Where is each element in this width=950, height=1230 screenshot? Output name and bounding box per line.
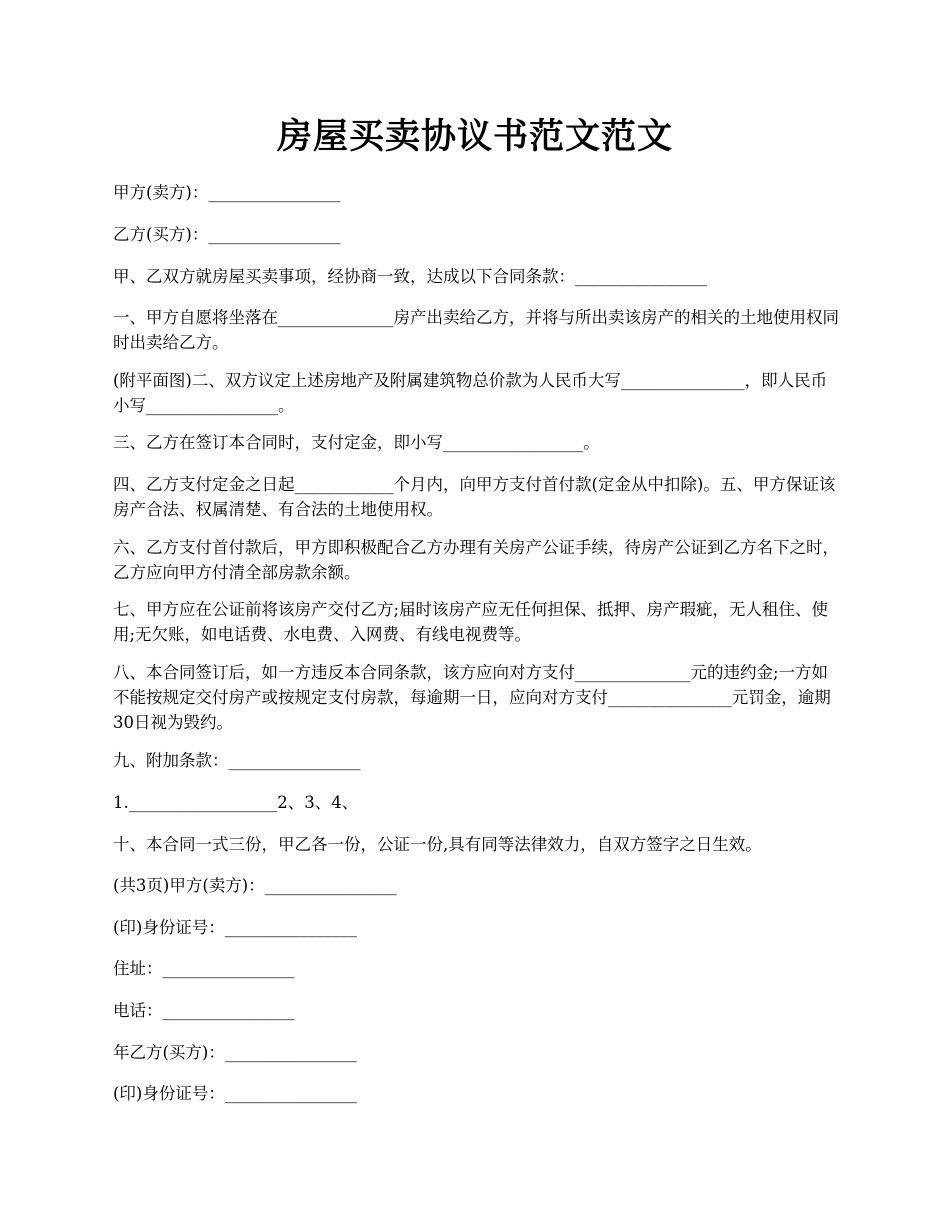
party-b-buyer-line: 乙方(买方)：________________: [113, 225, 341, 244]
clause-9-additional-terms: 九、附加条款：________________: [113, 751, 361, 770]
signature-party-a-phone: 电话：________________: [113, 1001, 295, 1020]
signature-party-a-address: 住址：________________: [113, 959, 295, 978]
signature-party-b-id: (印)身份证号：________________: [113, 1084, 357, 1103]
clause-8: 八、本合同签订后，如一方违反本合同条款，该方应向对方支付______________元的违约金;一方如不能按规定交付房产或按规定支付房款，每逾期一日，应向对方支付_______________元罚金，逾期30日视为毁约。: [113, 663, 831, 732]
clause-6: 六、乙方支付首付款后，甲方即积极配合乙方办理有关房产公证手续，待房产公证到乙方名下之时，乙方应向甲方付清全部房款余额。: [113, 538, 839, 582]
signature-party-b: 年乙方(买方)：________________: [113, 1043, 357, 1062]
party-a-seller-line: 甲方(卖方)：________________: [113, 183, 341, 202]
document-title: 房屋买卖协议书范文范文: [276, 116, 673, 157]
signature-party-a-id: (印)身份证号：________________: [113, 918, 357, 937]
agreement-intro: 甲、乙双方就房屋买卖事项，经协商一致，达成以下合同条款：________________: [113, 267, 707, 286]
clause-10: 十、本合同一式三份，甲乙各一份，公证一份,具有同等法律效力，自双方签字之日生效。: [113, 835, 762, 854]
additional-terms-list: 1.__________________2、3、4、: [113, 793, 359, 812]
signature-party-a: (共3页)甲方(卖方)：________________: [113, 876, 397, 895]
clause-3: 三、乙方在签订本合同时，支付定金，即小写_________________。: [113, 433, 600, 452]
clause-7: 七、甲方应在公证前将该房产交付乙方;届时该房产应无任何担保、抵押、房产瑕疵，无人租住、使用;无欠账，如电话费、水电费、入网费、有线电视费等。: [113, 600, 829, 644]
clause-1: 一、甲方自愿将坐落在______________房产出卖给乙方，并将与所出卖该房产的相关的土地使用权同时出卖给乙方。: [113, 308, 839, 352]
clause-2: (附平面图)二、双方议定上述房地产及附属建筑物总价款为人民币大写_______________，即人民币小写________________。: [113, 371, 828, 415]
clause-4-5: 四、乙方支付定金之日起____________个月内，向甲方支付首付款(定金从中扣除)。五、甲方保证该房产合法、权属清楚、有合法的土地使用权。: [113, 475, 836, 519]
